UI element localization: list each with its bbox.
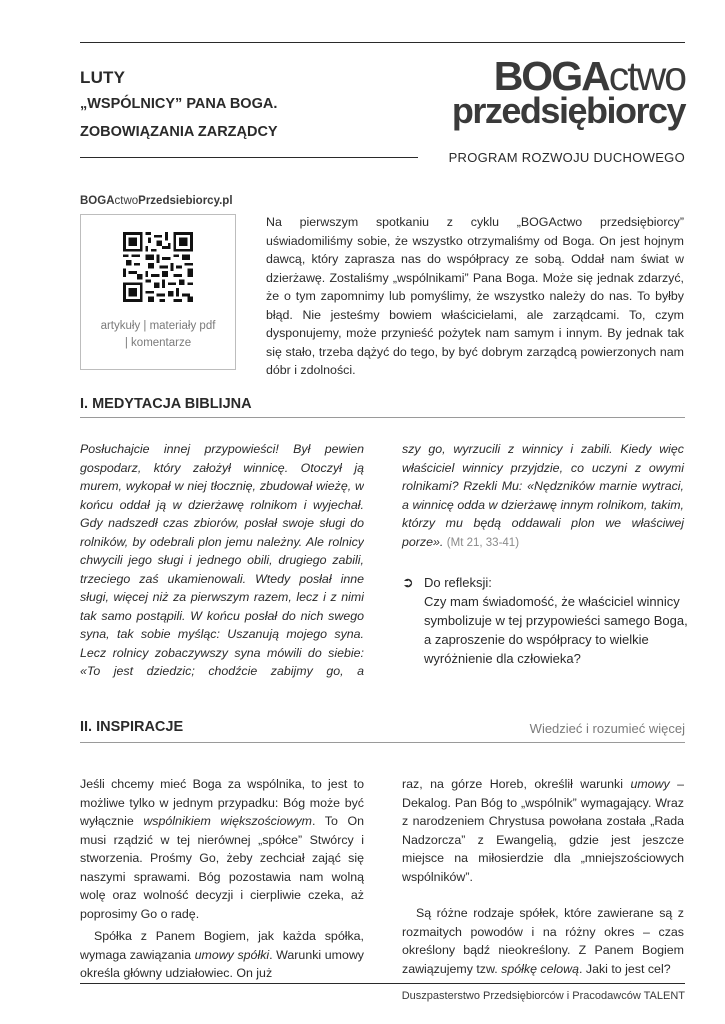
month-title: LUTY bbox=[80, 68, 126, 87]
brand-logo bbox=[451, 53, 685, 131]
page-title-line2: ZOBOWIĄZANIA ZARZĄDCY bbox=[80, 124, 278, 140]
logo-part1: BOGA bbox=[493, 53, 609, 99]
inspirations-column-right: raz, na górze Horeb, określił warunki umowy – Dekalog. Pan Bóg to „wspólnik” wymagający. Wraz z narodzeniem Chrystusa powołana została „Rada Nadzorcza” z Ewangelią, gdzie jest jeszcze miejsce na miłosierdzie dla „mniejszościowych wspólników”. Są różne rodzaje spółek, które zawierane są z rozmaitych powodów i na różny okres – czas określony bądź nieokreślony. Z Panem Bogiem zawiązujemy tzw. spółkę celową. Jaki to jest cel? bbox=[402, 777, 685, 976]
section2-rule bbox=[80, 742, 685, 743]
meditation-column-left: Posłuchajcie innej przypowieści! Był pewien gospodarz, który założył winnicę. Otoczył ją murem, wykopał w niej tłocznię, zbudował wieżę, w końcu oddał ją w dzierżawę rolnikom i wyjechał. Gdy nadszedł czas zbiorów, posłał swoje sługi do rolników, by odebrali plon jemu należny. Ale rolnicy chwycili jego sługi i jednego obili, drugiego zabili, trzeciego zaś ukamienowali. Wtedy posłał inne sługi, więcej niż za pierwszym razem, lecz i z nimi tak samo postąpili. W końcu posłał do nich swego syna, tak sobie myśląc: Uszanują mojego syna. Lecz rolnicy zobaczywszy syna mówili do siebie: «To jest dziedzic; chodźcie zabijmy go, a bbox=[80, 442, 364, 678]
section-subheading: Wiedzieć i rozumieć więcej bbox=[529, 721, 685, 736]
section-heading-meditation: I. MEDYTACJA BIBLIJNA bbox=[80, 396, 252, 412]
inspirations-column-left: Jeśli chcemy mieć Boga za wspólnika, to jest to możliwe tylko w jednym przypadku: Bóg może być wyłącznie wspólnikiem większościowym. To On musi rządzić w tej nierównej „spółce” Stwórcy i stworzenia. Prośmy Go, żeby zechciał zająć się naszymi sprawami. Bóg pozostawia nam wolną wolę oraz wolność decyzji i cierpliwie czeka, aż poprosimy Go o radę. Spółka z Panem Bogiem, jak każda spółka, wymaga zawiązania umowy spółki. Warunki umowy określa główny udziałowiec. On już bbox=[80, 777, 364, 980]
arrow-right-icon: ➲ bbox=[402, 574, 414, 590]
qr-caption: artykuły | materiały pdf | komentarze bbox=[100, 320, 216, 349]
intro-paragraph: Na pierwszym spotkaniu z cyklu „BOGActwo przedsiębiorcy” uświadomiliśmy sobie, że wszystko otrzymaliśmy od Boga. On jest hojnym dawcą, który zaprasza nas do współpracy ze sobą. Oddał nam świat w dzierżawę. Zostaliśmy „wspólnikami” Pana Boga. Może się jednak zdarzyć, że o tym zapomnimy lub pomyślimy, że wszystko należy do nas. To byłby błąd. Nie jesteśmy bowiem właścicielami, ale zarządcami. To, czym dysponujemy, może przynieść pożytek nam samym i innym. By jednak tak się stało, trzeba dążyć do tego, by być dobrym zarządcą powierzonych nam dóbr i zdolności. bbox=[266, 215, 684, 377]
footer-text: Duszpasterstwo Przedsiębiorców i Pracodawców TALENT bbox=[401, 990, 685, 1002]
top-rule bbox=[80, 42, 685, 43]
qr-code-icon[interactable] bbox=[123, 232, 193, 302]
section-heading-inspirations: II. INSPIRACJE bbox=[80, 719, 184, 735]
header-rule bbox=[80, 157, 418, 158]
page-title-line1: „WSPÓLNICY” PANA BOGA. bbox=[80, 96, 278, 112]
meditation-column-right: szy go, wyrzucili z winnicy i zabili. Kiedy więc właściciel winnicy przyjdzie, co uczyni z owymi rolnikami? Rzekli Mu: «Nędzników marnie wytraci, a winnicę odda w dzierżawę innym rolnikom, takim, którzy mu będą oddawali plon we właściwej porze». (Mt 21, 33-41) bbox=[402, 442, 684, 549]
reflection-text: Czy mam świadomość, że właściciel winnicy symbolizuje w tej przypowieści samego Boga, a zaproszenie do współpracy to wielkie wyróżnienie dla człowieka? bbox=[424, 594, 688, 666]
section1-rule bbox=[80, 417, 685, 418]
logo-part2: ctwo bbox=[608, 53, 685, 99]
footer-rule bbox=[80, 983, 685, 984]
site-link[interactable]: BOGActwoPrzedsiebiorcy.pl bbox=[80, 195, 233, 207]
logo-line2: przedsiębiorcy bbox=[451, 89, 685, 131]
program-name: PROGRAM ROZWOJU DUCHOWEGO bbox=[448, 150, 685, 165]
bible-reference: (Mt 21, 33-41) bbox=[446, 536, 520, 549]
qr-box bbox=[80, 214, 236, 370]
reflection-label: Do refleksji: bbox=[424, 575, 492, 590]
